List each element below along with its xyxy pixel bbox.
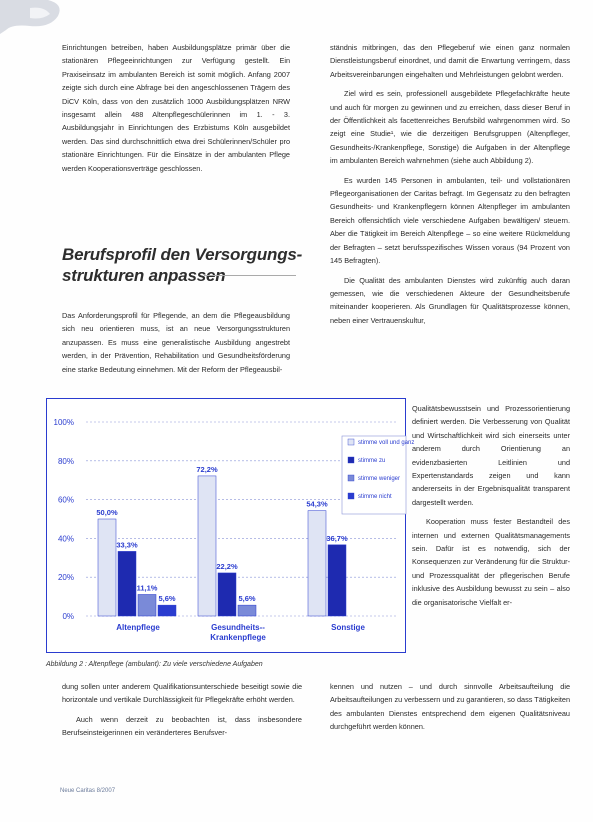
data-label: 36,7%: [326, 533, 348, 543]
category-label: Gesundheits--: [211, 623, 265, 632]
right-column-top: [330, 41, 570, 333]
legend-swatch: [348, 493, 354, 499]
category-label: Sonstige: [331, 623, 365, 632]
right-column-bottom: [330, 680, 570, 740]
legend-swatch: [348, 475, 354, 481]
heading-line-1: Berufsprofil den Versorgungs-: [62, 245, 303, 264]
data-label: 54,3%: [306, 499, 328, 509]
legend-swatch: [348, 439, 354, 445]
paragraph: Kooperation muss fester Bestandteil des internen und externen Qualitätsmanagements sein. Dafür ist es notwendig, sich der Konsequenzen zur Veränderung für die Struktur- und Prozessqualität der pflegerischen Berufe inklusive des Ausbildung bewusst zu sein – also die organisatorische Vielfalt er-: [412, 517, 570, 607]
paragraph: Auch wenn derzeit zu beobachten ist, dass insbesondere Berufseinsteigerinnen ein veränderteres Berufsver-: [62, 714, 302, 738]
data-label: 22,2%: [216, 561, 238, 571]
paragraph: Das Anforderungsprofil für Pflegende, an dem die Pflegeausbildung sich neu orientieren muss, ist an neue Versorgungsstrukturen anzupassen. Es muss eine generalistische Ausbildung angestrebt werden, in der Prävention, Rehabilitation und Gesundheitsförderung eine starke Bedeutung einnehmen. Mit der Reform der Pflegeausbil-: [62, 311, 290, 374]
paragraph: Die Qualität des ambulanten Dienstes wird zukünftig auch daran gemessen, wie die verschiedenen Akteure der Gesundheitsberufe miteinander kooperieren. Als Grundlagen für Qualitätsprozesse können, neben einer Vertrauenskultur,: [330, 275, 570, 325]
heading-line-2: strukturen anpassen: [62, 266, 226, 285]
right-column-wrap: [412, 402, 570, 615]
data-label: 5,6%: [158, 594, 176, 604]
bar: [328, 545, 346, 616]
left-column-top: [62, 41, 290, 181]
legend-label: stimme voll und ganz: [358, 440, 415, 446]
paragraph: Es wurden 145 Personen in ambulanten, teil- und vollstationären Pflegeorganisationen der Caritas befragt. Im Gegensatz zu den befragten Gesundheits- und Krankenpflegern können Altenpfleger im ambulanten Bereich offensichtlich viele verschiedene Aufgaben bewältigen/ steuern. Aber die Tätigkeit im Bereich Altenpflege – so eine weitere Rückmeldung der Befragten – setzt berufsspezifisches Wissen voraus (94 Prozent von 145 Befragten).: [330, 175, 570, 266]
y-tick-label: 40%: [57, 534, 74, 544]
y-tick-label: 100%: [53, 418, 74, 427]
paragraph: Einrichtungen betreiben, haben Ausbildungsplätze primär über die stationären Pflegeeinrichtungen zur Verfügung gestellt. Ein Praxiseinsatz im ambulanten Bereich ist somit möglich. Anfang 2007 zeigte sich durch eine Abfrage bei den angeschlossenen Trägern des DiCV Köln, dass von den zusätzlich 1000 Ausbildungsplätzen NRW insgesamt allein 488 Altenpflegeschülerinnen im 1. - 3. Ausbildungsjahr in Einrichtungen des Erzbistums Köln ausgebildet werden. Das sind durchschnittlich etwa drei Schülerinnen/Schüler pro stationäre Einrichtungen. Für die Einsätze in der ambulanten Pflege werden Kooperationsverträge geschlossen.: [62, 43, 290, 173]
y-tick-label: 80%: [57, 456, 74, 466]
bar-chart: [46, 398, 415, 653]
category-label: Krankenpflege: [210, 633, 266, 642]
data-label: 72,2%: [196, 464, 218, 474]
y-tick-label: 0%: [62, 612, 74, 621]
legend-label: stimme zu: [358, 458, 386, 464]
paragraph: Ziel wird es sein, professionell ausgebildete Pflegefachkräfte heute und auch für morgen zu gewinnen und zu erreichen, dass dieser Beruf in der Öffentlichkeit als facettenreiches Berufsbild wahrgenommen wird. So zeigt eine Studie¹, wie die derzeitigen Berufsgruppen (Altenpfleger, Gesundheits-/Krankenpflege, Sonstige) die Aufgaben in der Altenpflege im ambulanten Bereich wahrnehmen (siehe auch Abbildung 2).: [330, 89, 570, 166]
legend-swatch: [348, 457, 354, 463]
y-tick-label: 20%: [57, 573, 74, 583]
heading-rule: [204, 275, 296, 276]
bar: [308, 511, 326, 616]
bar: [218, 573, 236, 616]
bar: [138, 594, 156, 616]
bar: [158, 605, 176, 616]
legend-label: stimme nicht: [358, 494, 392, 500]
y-tick-label: 60%: [57, 495, 74, 505]
corner-logo-icon: [0, 0, 70, 34]
bar: [98, 519, 116, 616]
bar: [198, 476, 216, 616]
paragraph: Qualitätsbewusstsein und Prozessorientierung definiert werden. Die Verbesserung von Qualität und Wirtschaftlichkeit wird sich einerseits unter anderem durch Orientierung an evidenzbasierten Leitlinien und Expertenstandards zeigen und kann andererseits in der Ergebnisqualität transparent dargestellt werden.: [412, 404, 570, 507]
data-label: 50,0%: [96, 508, 118, 517]
legend-label: stimme weniger: [358, 476, 401, 482]
section-heading: [62, 244, 302, 286]
left-column-middle: [62, 309, 290, 382]
paragraph: dung sollen unter anderem Qualifikationsunterschiede beseitigt sowie die horizontale und vertikale Durchlässigkeit für Pflegekräfte erhöht werden.: [62, 682, 302, 705]
figure-caption: Abbildung 2 : Altenpflege (ambulant): Zu viele verschiedene Aufgaben: [46, 661, 263, 668]
data-label: 11,1%: [136, 583, 158, 593]
data-label: 33,3%: [116, 540, 138, 550]
bar: [238, 605, 256, 616]
footer-source: Neue Caritas 8/2007: [60, 788, 116, 794]
left-column-bottom: [62, 680, 302, 746]
category-label: Altenpflege: [116, 623, 160, 632]
bar: [118, 551, 136, 616]
data-label: 5,6%: [238, 594, 256, 604]
paragraph: ständnis mitbringen, das den Pflegeberuf wie einen ganz normalen Dienstleistungsberuf einordnet, und damit die Erwartung verringern, dass Arbeitsvereinbarungen eingehalten und Mehrleistungen gelobnt werden.: [330, 43, 570, 79]
paragraph: kennen und nutzen – und durch sinnvolle Arbeitsaufteilung die Arbeitsaufteilungen zu verbessern und zu garantieren, so dass Tätigkeiten des ambulanten Dienstes entsprechend dem eigenen Qualitätsniveau durchgeführt werden können.: [330, 682, 570, 732]
